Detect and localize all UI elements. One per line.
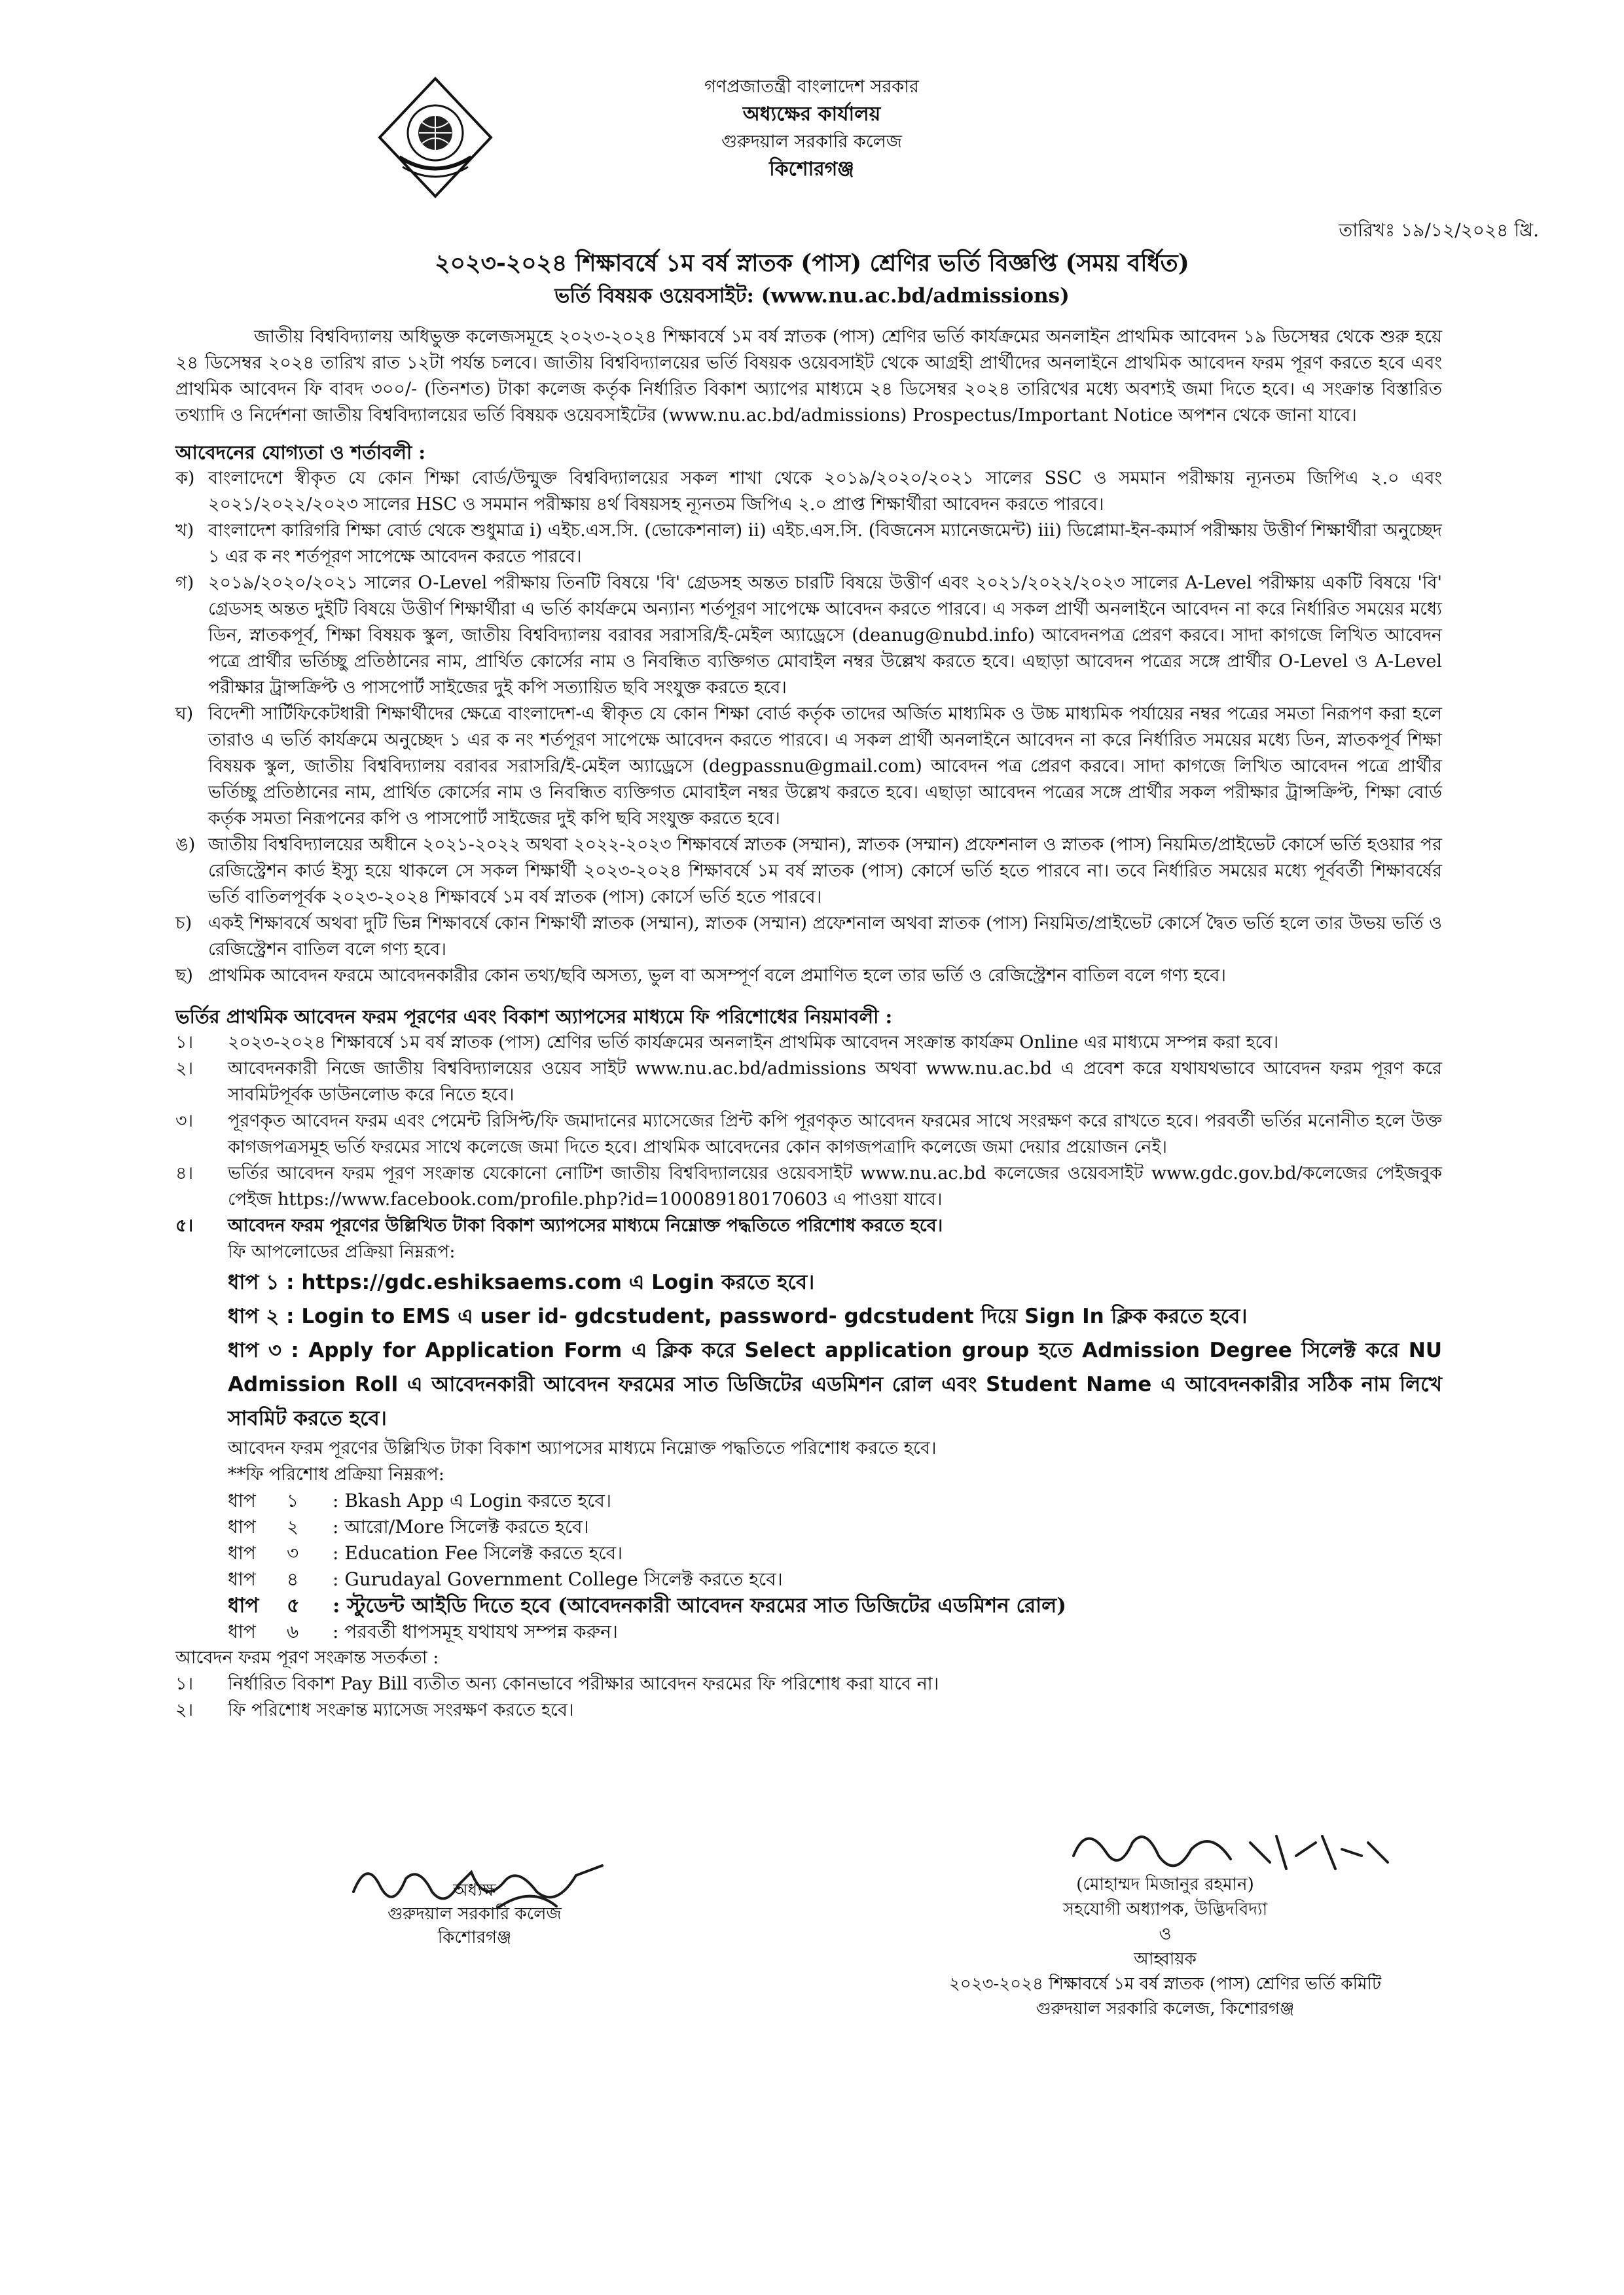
payment-steps [228,1488,1442,1645]
intro-paragraph: জাতীয় বিশ্ববিদ্যালয় অধিভুক্ত কলেজসমূহে ২০২৩-২০২৪ শিক্ষাবর্ষে ১ম বর্ষ স্নাতক (পাস) শ্রেণির ভর্তি কার্যক্রমের অনলাইন প্রাথমিক আবেদন ১৯ ডিসেম্বর থেকে শুরু হয়ে ২৪ ডিসেম্বর ২০২৪ তারিখ রাত ১২টা পর্যন্ত চলবে। জাতীয় বিশ্ববিদ্যালয়ের ভর্তি বিষয়ক ওয়েবসাইট থেকে আগ্রহী প্রার্থীদের অনলাইনে প্রাথমিক আবেদন ফরম পূরণ করতে হবে এবং প্রাথমিক আবেদন ফি বাবদ ৩০০/- (তিনশত) টাকা কলেজ কর্তৃক নির্ধারিত বিকাশ অ্যাপের মাধ্যমে ২৪ ডিসেম্বর ২০২৪ তারিখের মধ্যে অবশ্যই জমা দিতে হবে। এ সংক্রান্ত বিস্তারিত তথ্যাদি ও নির্দেশনা জাতীয় বিশ্ববিদ্যালয়ের ভর্তি বিষয়ক ওয়েবসাইটের (www.nu.ac.bd/admissions) Prospectus/Important Notice অপশন থেকে জানা যাবে। [175,327,1442,425]
upload-step: ধাপ ১ : https://gdc.eshiksaems.com এ Login করতে হবে। [228,1271,815,1294]
upload-heading: ফি আপলোডের প্রক্রিয়া নিম্নরূপ: [228,1242,456,1262]
list-item: গ) ২০১৯/২০২০/২০২১ সালের O-Level পরীক্ষায় তিনটি বিষয়ে 'বি' গ্রেডসহ অন্তত চারটি বিষয়ে উত্তীর্ণ এবং ২০২১/২০২২/২০২৩ সালের A-Level পরীক্ষায় একটি বিষয়ে 'বি' গ্রেডসহ অন্তত দুইটি বিষয়ে উত্তীর্ণ শিক্ষার্থীরা এ ভর্তি কার্যক্রমে অন্যান্য শর্তপূরণ সাপেক্ষে আবেদন করতে পারবে। এ সকল প্রার্থী অনলাইনে আবেদন না করে নির্ধারিত সময়ের মধ্যে ডিন, স্নাতকপূর্ব, শিক্ষা বিষয়ক স্কুল, জাতীয় বিশ্ববিদ্যালয় বরাবর সরাসরি/ই-মেইল অ্যাড্রেসে (deanug@nubd.info) আবেদনপত্র প্রেরণ করবে। সাদা কাগজে লিখিত আবেদন পত্রে প্রার্থীর ভর্তিচ্ছু প্রতিষ্ঠানের নাম, প্রার্থিত কোর্সের নাম ও নিবন্ধিত ব্যক্তিগত মোবাইল নম্বর উল্লেখ করতে হবে। এছাড়া আবেদন পত্রের সঙ্গে প্রার্থীর O-Level ও A-Level পরীক্ষার ট্রান্সক্রিপ্ট ও পাসপোর্ট সাইজের দুই কপি সত্যায়িত ছবি সংযুক্ত করতে হবে। [175,573,1442,698]
signatory-title: অধ্যক্ষ [453,1881,496,1900]
list-item: ২। ফি পরিশোধ সংক্রান্ত ম্যাসেজ সংরক্ষণ করতে হবে। [175,1700,574,1720]
notice-title: ২০২৩-২০২৪ শিক্ষাবর্ষে ১ম বর্ষ স্নাতক (পাস) শ্রেণির ভর্তি বিজ্ঞপ্তি (সময় বর্ধিত) [435,249,1189,277]
list-item: চ) একই শিক্ষাবর্ষে অথবা দুটি ভিন্ন শিক্ষাবর্ষে কোন শিক্ষার্থী স্নাতক (সম্মান), স্নাতক (সম্মান) প্রফেশনাল অথবা স্নাতক (পাস) নিয়মিত/প্রাইভেট কোর্সে দ্বৈত ভর্তি হলে তার উভয় ভর্তি ও রেজিস্ট্রেশন বাতিল বলে গণ্য হবে। [175,913,1442,960]
upload-step: ধাপ ৩ : Apply for Application Form এ ক্লিক করে Select application group হতে Admission Degree সিলেক্ট করে NU Admission Roll এ আবেদনকারী আবেদন ফরমের সাত ডিজিটের এডমিশন রোল এবং Student Name এ আবেদনকারীর সঠিক নাম লিখে সাবমিট করতে হবে। [228,1339,1442,1430]
signatory-district: কিশোরগঞ্জ [437,1928,512,1947]
college-line: গুরুদয়াল সরকারি কলেজ [721,132,902,152]
signatory-role: আহ্বায়ক [1134,1949,1197,1969]
payment-heading: **ফি পরিশোধ প্রক্রিয়া নিম্নরূপ: [228,1464,444,1485]
caution-heading: আবেদন ফরম পূরণ সংক্রান্ত সতর্কতা : [175,1648,439,1668]
list-item: ৪। ভর্তির আবেদন ফরম পূরণ সংক্রান্ত যেকোনো নোটিশ জাতীয় বিশ্ববিদ্যালয়ের ওয়েবসাইট www.nu.ac.bd কলেজের ওয়েবসাইট www.gdc.gov.bd/কলেজের পেইজবুক পেইজ https://www.facebook.com/profile.php?id=100089180170603 এ পাওয়া যাবে। [175,1163,1442,1210]
signatory-college: গুরুদয়াল সরকারি কলেজ [388,1904,562,1924]
signatory-college: গুরুদয়াল সরকারি কলেজ, কিশোরগঞ্জ [1036,1999,1295,2019]
upload-step: ধাপ ২ : Login to EMS এ user id- gdcstudent, password- gdcstudent দিয়ে Sign In ক্লিক করতে হবে। [228,1305,1248,1328]
payment-step: ধাপ ২ : আরো/More সিলেক্ট করতে হবে। [228,1516,589,1538]
list-item: ক) বাংলাদেশে স্বীকৃত যে কোন শিক্ষা বোর্ড/উন্মুক্ত বিশ্ববিদ্যালয়ের সকল শাখা থেকে ২০১৯/২০২০/২০২১ সালের SSC ও সমমান পরীক্ষায় ন্যূনতম জিপিএ ২.০ এবং ২০২১/২০২২/২০২৩ সালের HSC ও সমমান পরীক্ষায় ৪র্থ বিষয়সহ ন্যূনতম জিপিএ ২.০ প্রাপ্ত শিক্ষার্থীরা আবেদন করতে পারবে। [175,468,1442,515]
list-item: ২। আবেদনকারী নিজে জাতীয় বিশ্ববিদ্যালয়ের ওয়েব সাইট www.nu.ac.bd/admissions অথবা www.nu.ac.bd এ প্রবেশ করে যথাযথভাবে আবেদন ফরম পূরণ করে সাবমিটপূর্বক ডাউনলোড করে নিতে হবে। [175,1058,1442,1105]
eligibility-heading: আবেদনের যোগ্যতা ও শর্তাবলী : [175,441,426,463]
signatory-committee: ২০২৩-২০২৪ শিক্ষাবর্ষে ১ম বর্ষ স্নাতক (পাস) শ্রেণির ভর্তি কমিটি [948,1974,1382,1994]
list-item: ৩। পূরণকৃত আবেদন ফরম এবং পেমেন্ট রিসিপ্ট/ফি জমাদানের ম্যাসেজের প্রিন্ট কপি পূরণকৃত আবেদন ফরমের সাথে সংরক্ষণ করে রাখতে হবে। পরবর্তী ভর্তির মনোনীত হলে উক্ত কাগজপত্রসমূহ ভর্তি ফরমের সাথে কলেজে জমা দিতে হবে। প্রাথমিক আবেদনের কোন কাগজপত্রাদি কলেজে জমা দেয়ার প্রয়োজন নেই। [175,1111,1442,1157]
list-item: ১। নির্ধারিত বিকাশ Pay Bill ব্যতীত অন্য কোনভাবে পরীক্ষার আবেদন ফরমের ফি পরিশোধ করা যাবে না। [175,1674,939,1694]
payment-step: ধাপ ৩ : Education Fee সিলেক্ট করতে হবে। [228,1542,623,1564]
upload-note: আবেদন ফরম পূরণের উল্লিখিত টাকা বিকাশ অ্যাপসের মাধ্যমে নিম্নোক্ত পদ্ধতিতে পরিশোধ করতে হবে। [228,1438,937,1458]
payment-step: ধাপ ৪ : Gurudayal Government College সিলেক্ট করতে হবে। [228,1568,783,1590]
letterhead [458,73,1165,183]
payment-step: ধাপ ৫ : স্টুডেন্ট আইডি দিতে হবে (আবেদনকারী আবেদন ফরমের সাত ডিজিটের এডমিশন রোল) [228,1594,1066,1617]
office-line: অধ্যক্ষের কার্যালয় [742,103,881,126]
list-item: ঘ) বিদেশী সার্টিফিকেটধারী শিক্ষার্থীদের ক্ষেত্রে বাংলাদেশ-এ স্বীকৃত যে কোন শিক্ষা বোর্ড কর্তৃক তাদের অর্জিত মাধ্যমিক ও উচ্চ মাধ্যমিক পর্যায়ের নম্বর পত্রের সমতা নিরূপণ করা হলে তারাও এ ভর্তি কার্যক্রমে অনুচ্ছেদ ১ এর ক নং শর্তপূরণ সাপেক্ষে আবেদন করতে পারবে। এ সকল প্রার্থী অনলাইনে আবেদন না করে নির্ধারিত সময়ের মধ্যে ডিন, স্নাতকপূর্ব শিক্ষা বিষয়ক স্কুল, জাতীয় বিশ্ববিদ্যালয় বরাবর সরাসরি/ই-মেইল অ্যাড্রেসে (degpassnu@gmail.com) আবেদন পত্র প্রেরণ করবে। সাদা কাগজে লিখিত আবেদন পত্রে প্রার্থীর ভর্তিচ্ছু প্রতিষ্ঠানের নাম, প্রার্থিত কোর্সের নাম ও নিবন্ধিত ব্যক্তিগত মোবাইল নম্বর উল্লেখ করতে হবে। এছাড়া আবেদন পত্রের সঙ্গে প্রার্থীর সকল পরীক্ষার ট্রান্সক্রিপ্ট, শিক্ষা বোর্ড কর্তৃক সমতা নিরূপনের কপি ও পাসপোর্ট সাইজের দুই কপি ছবি সংযুক্ত করতে হবে। [175,704,1442,829]
notice-subtitle: ভর্তি বিষয়ক ওয়েবসাইট: (www.nu.ac.bd/admissions) [554,284,1070,308]
upload-section [175,1239,1442,1645]
signatory-and: ও [1159,1925,1172,1944]
rules-list [175,1030,1442,1239]
govt-line: গণপ্রজাতন্ত্রী বাংলাদেশ সরকার [704,77,919,97]
payment-step: ধাপ ৬ : পরবর্তী ধাপসমূহ যথাযথ সম্পন্ন করুন। [228,1621,618,1642]
signatory-name: (মোহাম্মদ মিজানুর রহমান) [1076,1875,1254,1894]
signatory-designation: সহযোগী অধ্যাপক, উদ্ভিদবিদ্যা [1062,1900,1268,1919]
signature-right [871,1872,1460,2021]
list-item: ছ) প্রাথমিক আবেদন ফরমে আবেদনকারীর কোন তথ্য/ছবি অসত্য, ভুল বা অসম্পূর্ণ বলে প্রমাণিত হলে তার ভর্তি ও রেজিস্ট্রেশন বাতিল বলে গণ্য হবে। [175,966,1226,986]
list-item: ৫। আবেদন ফরম পূরণের উল্লিখিত টাকা বিকাশ অ্যাপসের মাধ্যমে নিম্নোক্ত পদ্ধতিতে পরিশোধ করতে হবে। [175,1216,943,1236]
notice-date: তারিখঃ ১৯/১২/২০২৪ খ্রি. [1339,219,1539,241]
district-line: কিশোরগঞ্জ [769,158,854,181]
notice-body [175,324,1442,1724]
rules-heading: ভর্তির প্রাথমিক আবেদন ফরম পূরণের এবং বিকাশ অ্যাপসের মাধ্যমে ফি পরিশোধের নিয়মাবলী : [175,1005,893,1028]
list-item: খ) বাংলাদেশ কারিগরি শিক্ষা বোর্ড থেকে শুধুমাত্র i) এইচ.এস.সি. (ভোকেশনাল) ii) এইচ.এস.সি. (বিজনেস ম্যানেজমেন্ট) iii) ডিপ্লোমা-ইন-কমার্স পরীক্ষায় উত্তীর্ণ শিক্ষার্থীরা অনুচ্ছেদ ১ এর ক নং শর্তপূরণ সাপেক্ষে আবেদন করতে পারবে। [175,520,1442,567]
list-item: ১। ২০২৩-২০২৪ শিক্ষাবর্ষে ১ম বর্ষ স্নাতক (পাস) শ্রেণির ভর্তি কার্যক্রমের অনলাইন প্রাথমিক আবেদন সংক্রান্ত কার্যক্রম Online এর মাধ্যমে সম্পন্ন করা হবে। [175,1032,1279,1053]
eligibility-list [175,465,1442,989]
caution-list [175,1671,1442,1724]
list-item: ঙ) জাতীয় বিশ্ববিদ্যালয়ের অধীনে ২০২১-২০২২ অথবা ২০২২-২০২৩ শিক্ষাবর্ষে স্নাতক (সম্মান), স্নাতক (সম্মান) প্রফেশনাল ও স্নাতক (পাস) নিয়মিত/প্রাইভেট কোর্সে ভর্তি হওয়ার পর রেজিস্ট্রেশন কার্ড ইস্যু হয়ে থাকলে সে সকল শিক্ষার্থী ২০২৩-২০২৪ শিক্ষাবর্ষে ১ম বর্ষ স্নাতক (পাস) কোর্সে ভর্তি হতে পারবে না। তবে নির্ধারিত সময়ের মধ্যে পূর্ববর্তী শিক্ষাবর্ষের ভর্তি বাতিলপূর্বক ২০২৩-২০২৪ শিক্ষাবর্ষে ১ম বর্ষ স্নাতক (পাস) কোর্সে ভর্তি হতে পারবে। [175,835,1442,907]
signature-left [321,1879,628,1949]
payment-step: ধাপ ১ : Bkash App এ Login করতে হবে। [228,1490,612,1511]
